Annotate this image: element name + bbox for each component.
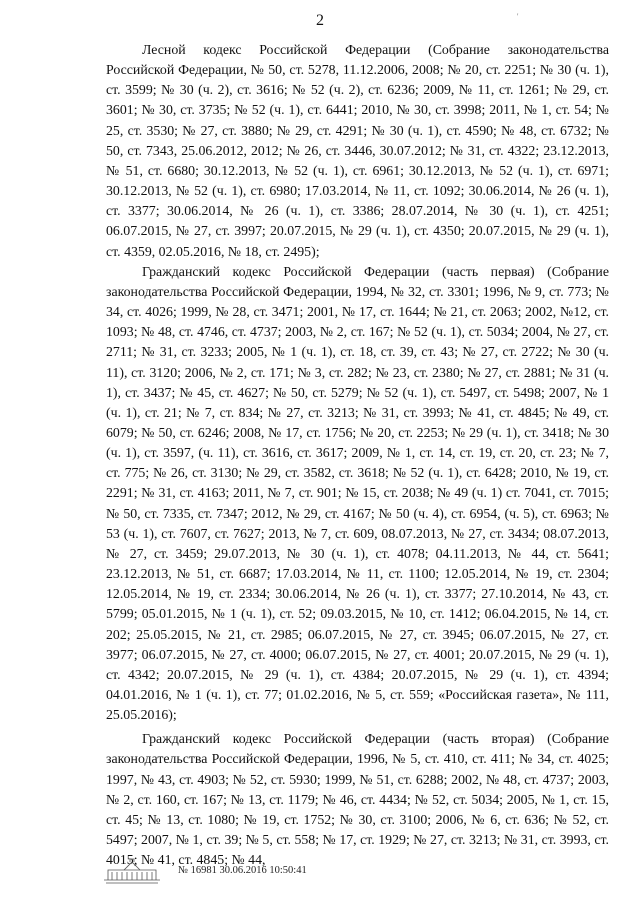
document-body xyxy=(106,40,609,870)
ministry-building-stamp-icon xyxy=(100,856,164,886)
registry-number: № 16981 30.06.2016 10:50:41 xyxy=(178,865,307,876)
paragraph-civil-code-part-one: Гражданский кодекс Российской Федерации (часть первая) (Собрание законодательства Российской Федерации, 1994, № 32, ст. 3301; 1996, № 9, ст. 773; № 34, ст. 4026; 1999, № 28, ст. 3471; 2001, № 17, ст. 1644; № 21, ст. 2063; 2002, №12, ст. 1093; № 48, ст. 4746, ст. 4737; 2003, № 2, ст. 167; № 52 (ч. 1), ст. 5034; 2004, № 27, ст. 2711; № 31, ст. 3233; 2005, № 1 (ч. 1), ст. 18, ст. 39, ст. 43; № 27, ст. 2722; № 30 (ч. 11), ст. 3120; 2006, № 2, ст. 171; № 3, ст. 282; № 23, ст. 2380; № 27, ст. 2881; № 31 (ч. 1), ст. 3437; № 45, ст. 4627; № 50, ст. 5279; № 52 (ч. 1), ст. 5497, ст. 5498; 2007, № 1 (ч. 1), ст. 21; № 7, ст. 834; № 27, ст. 3213; № 31, ст. 3993; № 41, ст. 4845; № 49, ст. 6079; № 50, ст. 6246; 2008, № 17, ст. 1756; № 20, ст. 2253; № 29 (ч. 1), ст. 3418; № 30 (ч. 1), ст. 3597, (ч. 11), ст. 3616, ст. 3617; 2009, № 1, ст. 14, ст. 19, ст. 20, ст. 23; № 7, ст. 775; № 26, ст. 3130; № 29, ст. 3582, ст. 3618; № 52 (ч. 1), ст. 6428; 2010, № 19, ст. 2291; № 31, ст. 4163; 2011, № 7, ст. 901; № 15, ст. 2038; № 49 (ч. 1) ст. 7041, ст. 7015; № 50, ст. 7335, ст. 7347; 2012, № 29, ст. 4167; № 50 (ч. 4), ст. 6954, (ч. 5), ст. 6963; № 53 (ч. 1), ст. 7607, ст. 7627; 2013, № 7, ст. 609, 08.07.2013, № 27, ст. 3434; 08.07.2013, № 27, ст. 3459; 29.07.2013, № 30 (ч. 1), ст. 4078; 04.11.2013, № 44, ст. 5641; 23.12.2013, № 51, ст. 6687; 17.03.2014, № 11, ст. 1100; 12.05.2014, № 19, ст. 2304; 12.05.2014, № 19, ст. 2334; 30.06.2014, № 26 (ч. 1), ст. 3377; 27.10.2014, № 43, ст. 5799; 05.01.2015, № 1 (ч. 1), ст. 52; 09.03.2015, № 10, ст. 1412; 06.04.2015, № 14, ст. 202; 25.05.2015, № 21, ст. 2985; 06.07.2015, № 27, ст. 3945; 06.07.2015, № 27, ст. 3977; 06.07.2015, № 27, ст. 4000; 06.07.2015, № 27, ст. 4001; 20.07.2015, № 29 (ч. 1), ст. 4342; 20.07.2015, № 29 (ч. 1), ст. 4384; 20.07.2015, № 29 (ч. 1), ст. 4394; 04.01.2016, № 1 (ч. 1), ст. 77; 01.02.2016, № 5, ст. 559; «Российская газета», № 111, 25.05.2016); xyxy=(106,263,609,723)
corner-mark: ' xyxy=(517,12,519,21)
paragraph-forest-code: Лесной кодекс Российской Федерации (Собрание законодательства Российской Федерации, № 50, ст. 5278, 11.12.2006, 2008; № 20, ст. 2251; № 30 (ч. 1), ст. 3599; № 30 (ч. 2), ст. 3616; № 52 (ч. 2), ст. 6236; 2009, № 11, ст. 1261; № 29, ст. 3601; № 30, ст. 3735; № 52 (ч. 1), ст. 6441; 2010, № 30, ст. 3998; 2011, № 1, ст. 54; № 25, ст. 3530; № 27, ст. 3880; № 29, ст. 4291; № 30 (ч. 1), ст. 4590; № 48, ст. 6732; № 50, ст. 7343, 25.06.2012, 2012; № 26, ст. 3446, 30.07.2012; № 31, ст. 4322; 23.12.2013, № 51, ст. 6680; 30.12.2013, № 52 (ч. 1), ст. 6961; 30.12.2013, № 52 (ч. 1), ст. 6971; 30.12.2013, № 52 (ч. 1), ст. 6980; 17.03.2014, № 11, ст. 1092; 30.06.2014, № 26 (ч. 1), ст. 3377; 30.06.2014, № 26 (ч. 1), ст. 3386; 28.07.2014, № 30 (ч. 1), ст. 4251; 06.07.2015, № 27, ст. 3997; 20.07.2015, № 29 (ч. 1), ст. 4350; 20.07.2015, № 29 (ч. 1), ст. 4359, 02.05.2016, № 18, ст. 2495); xyxy=(106,42,609,259)
page-number: 2 xyxy=(316,12,324,29)
registry-footer xyxy=(100,856,360,886)
paragraph-civil-code-part-two: Гражданский кодекс Российской Федерации (часть вторая) (Собрание законодательства Российской Федерации, 1996, № 5, ст. 410, ст. 411; № 34, ст. 4025; 1997, № 43, ст. 4903; № 52, ст. 5930; 1999, № 51, ст. 6288; 2002, № 48, ст. 4737; 2003, № 2, ст. 160, ст. 167; № 13, ст. 1179; № 46, ст. 4434; № 52, ст. 5034; 2005, № 1, ст. 15, ст. 45; № 13, ст. 1080; № 19, ст. 1752; № 30, ст. 3100; 2006, № 6, ст. 636; № 52, ст. 5497; 2007, № 1, ст. 39; № 5, ст. 558; № 17, ст. 1929; № 27, ст. 3213; № 31, ст. 3993, ст. 4015; № 41, ст. 4845; № 44, xyxy=(106,731,609,868)
